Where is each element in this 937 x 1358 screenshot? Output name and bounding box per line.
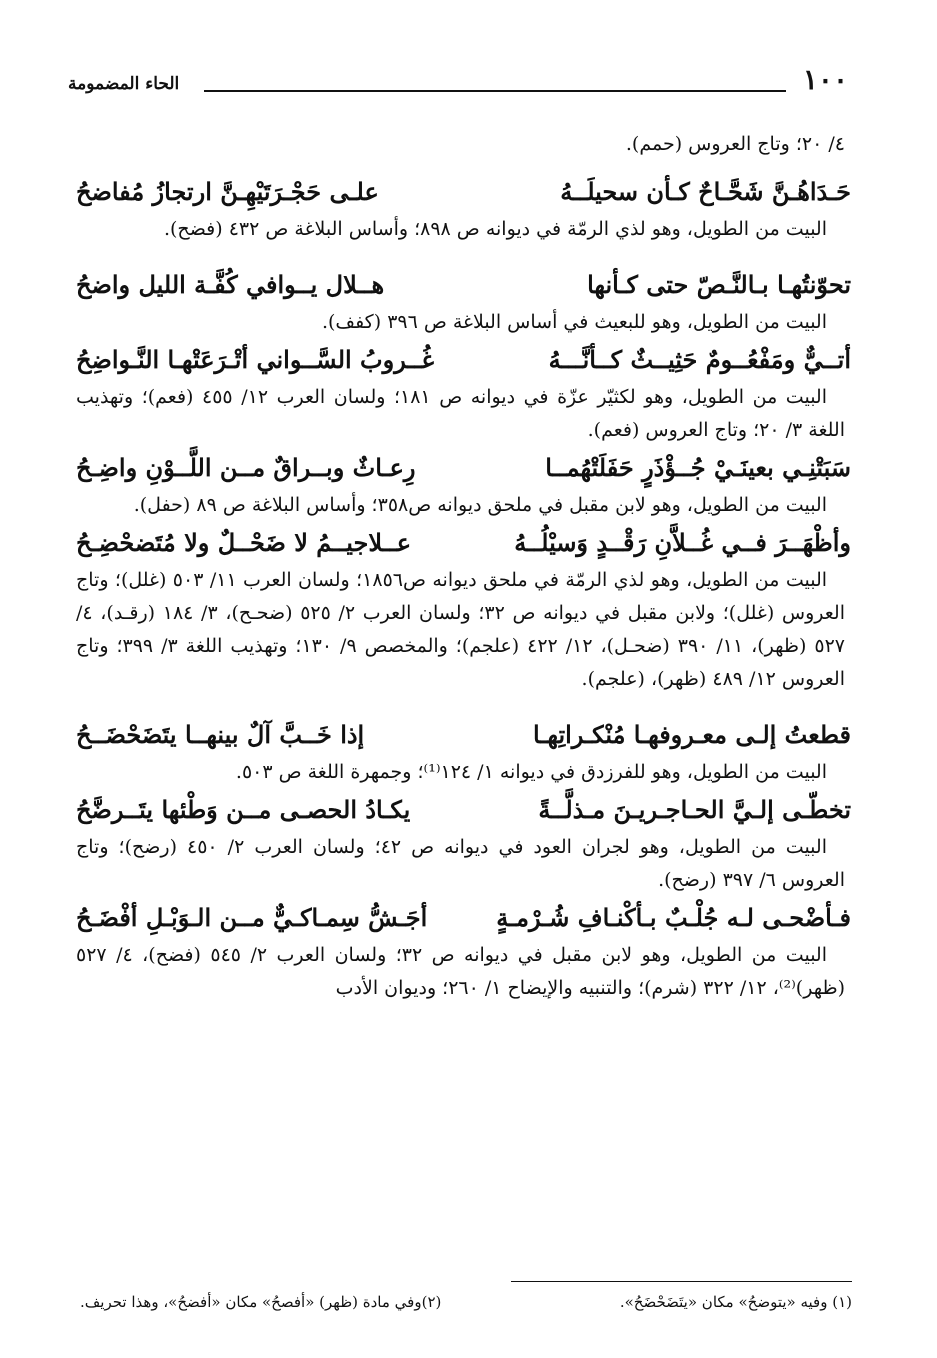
verse-second-hemistich: علـى حَجْـرَتَيْهِـنَّ ارتجازُ مُفاضحُ [76,177,379,206]
citation-note: البيت من الطويل، وهو للفرزدق في ديوانه ١/ ١٢٤⁽¹⁾؛ وجمهرة اللغة ص ٥٠٣. [235,761,827,783]
verse-first-hemistich: أتــيٌّ ومَفْعُــومٌ حَثِيــثٌ كــأنَّـــهُ [548,345,851,374]
verse-second-hemistich: هــلال يــوافي كُفَّـة الليل واضحُ [76,270,385,299]
verse-second-hemistich: يكـادُ الحصـى مــن وَطْئها يتَــرضَّحُ [76,795,411,824]
verse-line [76,522,851,564]
citation-note: البيت من الطويل، وهو لكثيّر عزّة في ديوانه ص ١٨١؛ ولسان العرب ١٢/ ٤٥٥ (فعم)؛ وتهذيب اللغة ٣/ ٢٠؛ وتاج العروس (فعم). [76,386,845,441]
page-body [76,128,851,1005]
citation-note: البيت من الطويل، وهو لابن مقبل في ديوانه ص ٣٢؛ ولسان العرب ٢/ ٥٤٥ (فضح)، ٤/ ٥٢٧ (ظهر)⁽²⁾، ١٢/ ٣٢٢ (شرم)؛ والتنبيه والإيضاح ١/ ٢٦٠؛ وديوان الأدب [76,944,845,999]
verse-first-hemistich: تحوّنتُهـا بـالنَّـصّ حتى كـأنها [587,270,851,299]
citation-note: البيت من الطويل، وهو للبعيث في أساس البلاغة ص ٣٩٦ (كفف). [321,311,827,333]
header-rule [204,90,786,92]
verse-second-hemistich: إذا خَــبَّ آلٌ بينهــا يتَضَحْضَــحُ [76,720,365,749]
verse-line [76,447,851,489]
verse-first-hemistich: وأظْهَــرَ فــي غُــلاَّنِ رَقْــدٍ وَسيْلُــهُ [514,528,851,557]
verse-second-hemistich: غُــروبُ السَّــواني أتْـرَعَتْهـا النَّـواضِحُ [76,345,435,374]
verse-line [76,897,851,939]
verse-second-hemistich: أجَـشُّ سِمـاكـيٌّ مــن الـوَبْـلِ أفْضَـحُ [76,903,428,932]
verse-line [76,714,851,756]
verse-line [76,264,851,306]
page-number: ١٠٠ [802,63,848,96]
verse-second-hemistich: عــلاجيــمُ لا ضَحْــلٌ ولا مُتَضحْضِـحُ [76,528,412,557]
verse-first-hemistich: قطعتُ إلـى معـروفهـا مُنْكـراتِهـا [533,720,851,749]
verse-line [76,171,851,213]
footnote-2: (٢)وفي مادة (ظهر) «أفصحُ» مكان «أفضحُ»، وهذا تحريف. [80,1293,442,1311]
footnote-rule [511,1281,852,1282]
citation-note: ٤/ ٢٠؛ وتاج العروس (حمم). [625,133,845,155]
verse-first-hemistich: حَـدَاهُـنَّ شَحَّـاحٌ كـأن سحيلَــهُ [560,177,851,206]
citation-note: البيت من الطويل، وهو لذي الرمّة في ديوانه ص ٨٩٨؛ وأساس البلاغة ص ٤٣٢ (فضح). [163,218,827,240]
verse-first-hemistich: تخطّـى إلـيَّ الحـاجـريـنَ مـذلَّــةً [538,795,851,824]
footnotes [80,1290,852,1314]
verse-first-hemistich: فـأضْحـى لـه جُلْـبٌ بـأكْنـافِ شُـرْمـةٍ [496,903,851,932]
page-header [68,62,848,102]
citation-note: البيت من الطويل، وهو لذي الرمّة في ملحق ديوانه ص١٨٥٦؛ ولسان العرب ١١/ ٥٠٣ (غلل)؛ وتاج العروس (غلل)؛ ولابن مقبل في ديوانه ص ٣٢؛ ولسان العرب ٢/ ٥٢٥ (ضحـح)، ٣/ ١٨٤ (رقـد)، ٤/ ٥٢٧ (ظهر)، ١١/ ٣٩٠ (ضحـل)، ١٢/ ٤٢٢ (علجم)؛ والمخصص ٩/ ١٣٠؛ وتهذيب اللغة ٣/ ٣٩٩؛ وتاج العروس ١٢/ ٤٨٩ (ظهر)، (علجم). [76,569,845,690]
running-title: الحاء المضمومة [68,74,180,94]
verse-second-hemistich: رِعـاثٌ وبــراقٌ مــن اللَّــوْنِ واضِـحُ [76,453,416,482]
verse-first-hemistich: سَبَتْنِـي بعينَـيْ جُــؤْذَرٍ حَفَلَتْهُمــا [545,453,851,482]
verse-line [76,339,851,381]
footnote-1: (١) وفيه «يتوضحُ» مكان «يتَضَحْضَحُ». [619,1293,852,1311]
citation-note: البيت من الطويل، وهو لجران العود في ديوانه ص ٤٢؛ ولسان العرب ٢/ ٤٥٠ (رضح)؛ وتاج العروس ٦/ ٣٩٧ (رضح). [76,836,845,891]
verse-line [76,789,851,831]
citation-note: البيت من الطويل، وهو لابن مقبل في ملحق ديوانه ص٣٥٨؛ وأساس البلاغة ص ٨٩ (حفل). [133,494,827,516]
